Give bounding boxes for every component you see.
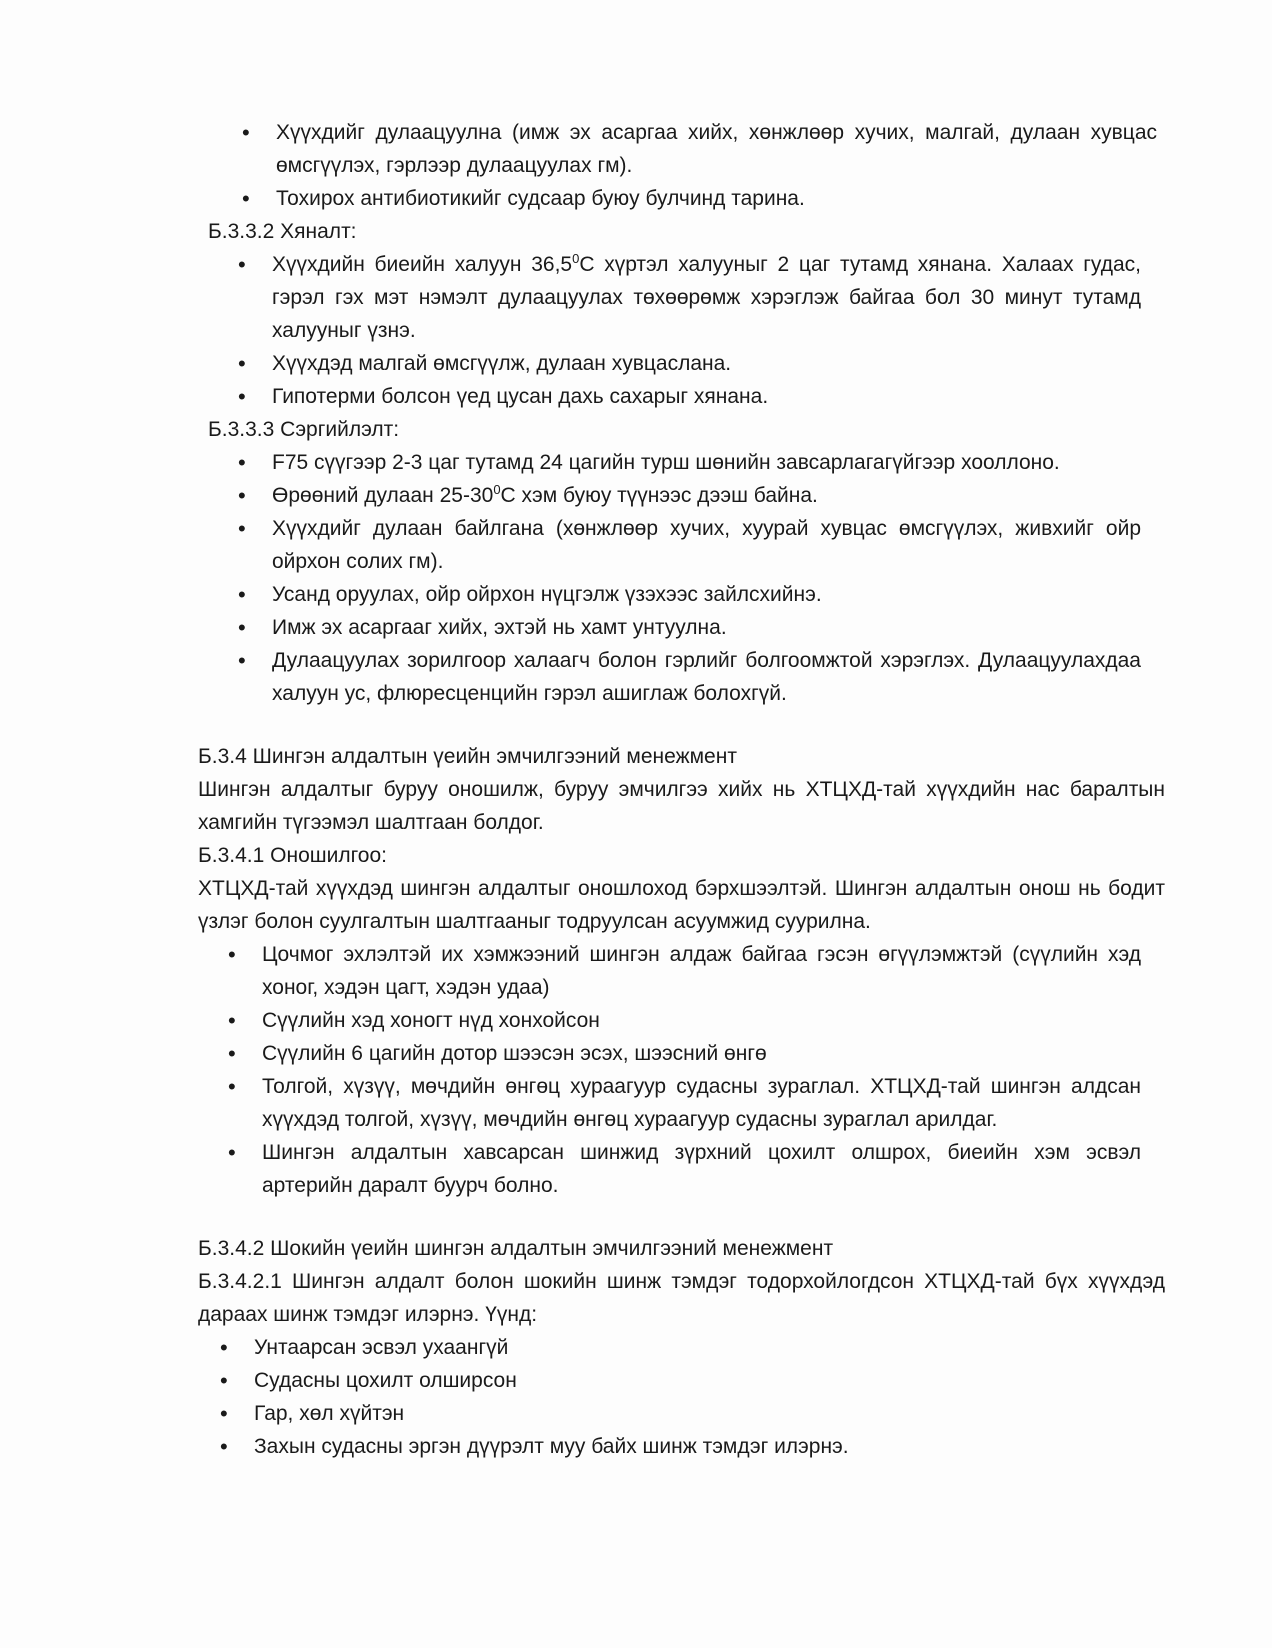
dehydration-intro: Шингэн алдалтыг буруу оношилж, буруу эмчилгээ хийх нь ХТЦХД-тай хүүхдийн нас баралтын хамгийн түгээмэл шалтгаан болдог.: [198, 778, 1165, 834]
list-item: • Шингэн алдалтын хавсарсан шинжид зүрхний цохилт олшрох, биеийн хэм эсвэл артерийн даралт буурч болно.: [262, 1136, 1141, 1202]
list-item: • Хүүхдийг дулаан байлгана (хөнжлөөр хучих, хуурай хувцас өмсгүүлэх, живхийг ойр ойрхон солих гм).: [272, 512, 1141, 578]
list-item: • Хүүхдэд малгай өмсгүүлж, дулаан хувцаслана.: [272, 347, 1141, 380]
bullet-icon: •: [238, 384, 246, 409]
list-item: • Толгой, хүзүү, мөчдийн өнгөц хураагуур судасны зураглал. ХТЦХД-тай шингэн алдсан хүүхдэд толгой, хүзүү, мөчдийн өнгөц хураагуур судасны зураглал арилдаг.: [262, 1070, 1141, 1136]
list-item: • Усанд оруулах, ойр ойрхон нүцгэлж үзэхээс зайлсхийнэ.: [272, 578, 1141, 611]
bullet-icon: •: [228, 1041, 236, 1066]
list-item: • Сүүлийн хэд хоногт нүд хонхойсон: [262, 1004, 1141, 1037]
diagnosis-heading: Б.3.4.1 Оношилгоо:: [198, 844, 387, 867]
dehydration-heading: Б.3.4 Шингэн алдалтын үеийн эмчилгээний менежмент: [198, 745, 737, 768]
list-item: • Цочмог эхлэлтэй их хэмжээний шингэн алдаж байгаа гэсэн өгүүлэмжтэй (сүүлийн хэд хоног, хэдэн цагт, хэдэн удаа): [262, 938, 1141, 1004]
list-item: • Гипотерми болсон үед цусан дахь сахарыг хянана.: [272, 380, 1141, 413]
bullet-icon: •: [228, 1074, 236, 1099]
warming-list: [190, 116, 1165, 215]
list-item: • F75 сүүгээр 2-3 цаг тутамд 24 цагийн турш шөнийн завсарлагагүйгээр хооллоно.: [272, 446, 1141, 479]
monitoring-list: [190, 248, 1165, 413]
diagnosis-list: [190, 938, 1165, 1202]
shock-list: [190, 1331, 1165, 1463]
bullet-icon: •: [238, 252, 246, 277]
bullet-icon: •: [220, 1368, 228, 1393]
monitoring-heading: Б.3.3.2 Хяналт:: [208, 220, 357, 243]
list-item: • Захын судасны эргэн дүүрэлт муу байх шинж тэмдэг илэрнэ.: [254, 1430, 1133, 1463]
prevention-list: [190, 446, 1165, 710]
list-item: • Сүүлийн 6 цагийн дотор шээсэн эсэх, шээсний өнгө: [262, 1037, 1141, 1070]
bullet-icon: •: [220, 1335, 228, 1360]
bullet-icon: •: [228, 942, 236, 967]
list-item: • Хүүхдийн биеийн халуун 36,5$^0$С хүртэл халууныг 2 цаг тутамд хянана. Халаах гудас, гэрэл гэх мэт нэмэлт дулаацуулах төхөөрөмж хэрэглэж байгаа бол 30 минут тутамд халууныг үзнэ.: [272, 248, 1141, 347]
list-item: • Гар, хөл хүйтэн: [254, 1397, 1133, 1430]
list-item: • Имж эх асаргааг хийх, эхтэй нь хамт унтуулна.: [272, 611, 1141, 644]
document-body: [190, 116, 1165, 1463]
list-item: • Тохирох антибиотикийг судсаар буюу булчинд тарина.: [276, 182, 1157, 215]
bullet-icon: •: [238, 483, 246, 508]
bullet-icon: •: [238, 351, 246, 376]
list-item: • Дулаацуулах зорилгоор халаагч болон гэрлийг болгоомжтой хэрэглэх. Дулаацуулахдаа халуун ус, флюресценцийн гэрэл ашиглаж болохгүй.: [272, 644, 1141, 710]
list-item: • Судасны цохилт олширсон: [254, 1364, 1133, 1397]
bullet-icon: •: [220, 1401, 228, 1426]
bullet-icon: •: [238, 648, 246, 673]
shock-intro: Б.3.4.2.1 Шингэн алдалт болон шокийн шинж тэмдэг тодорхойлогдсон ХТЦХД-тай бүх хүүхдэд дараах шинж тэмдэг илэрнэ. Үүнд:: [198, 1270, 1165, 1326]
list-item: • Өрөөний дулаан $25-30^0С$ хэм буюу түүнээс дээш байна.: [272, 479, 1141, 512]
bullet-icon: •: [228, 1140, 236, 1165]
diagnosis-intro: ХТЦХД-тай хүүхдэд шингэн алдалтыг оношлоход бэрхшээлтэй. Шингэн алдалтын онош нь бодит үзлэг болон суулгалтын шалтгааныг тодруулсан асуумжид суурилна.: [198, 877, 1165, 933]
shock-heading: Б.3.4.2 Шокийн үеийн шингэн алдалтын эмчилгээний менежмент: [198, 1237, 834, 1260]
bullet-icon: •: [238, 615, 246, 640]
bullet-icon: •: [220, 1434, 228, 1459]
bullet-icon: •: [242, 186, 250, 211]
bullet-icon: •: [238, 450, 246, 475]
prevention-heading: Б.3.3.3 Сэргийлэлт:: [208, 418, 400, 441]
bullet-icon: •: [238, 516, 246, 541]
list-item: • Хүүхдийг дулаацуулна (имж эх асаргаа хийх, хөнжлөөр хучих, малгай, дулаан хувцас өмсгүүлэх, гэрлээр дулаацуулах гм).: [276, 116, 1157, 182]
list-item: • Унтаарсан эсвэл ухаангүй: [254, 1331, 1133, 1364]
bullet-icon: •: [228, 1008, 236, 1033]
bullet-icon: •: [238, 582, 246, 607]
bullet-icon: •: [242, 120, 250, 145]
